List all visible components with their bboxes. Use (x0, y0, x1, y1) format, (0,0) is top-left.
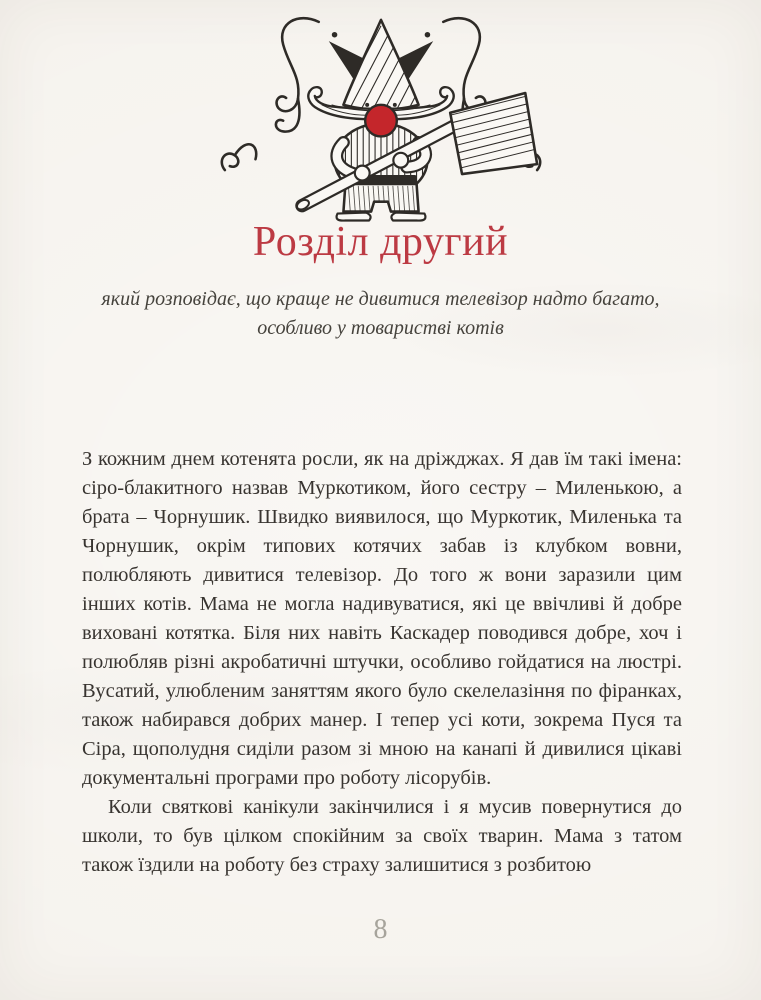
chapter-subtitle-line1: який розповідає, що краще не дивитися телевізор надто багато, (101, 288, 660, 310)
cat-lumberjack-illustration (213, 10, 549, 223)
chapter-subtitle-line2: особливо у товаристві котів (257, 317, 504, 339)
body-text (82, 445, 682, 880)
page-number: 8 (373, 914, 388, 945)
chapter-subtitle (0, 285, 761, 343)
chapter-title: Розділ другий (252, 219, 509, 265)
paragraph-1: З кожним днем котенята росли, як на дріжджах. Я дав їм такі імена: сіро-блакитного назвав Муркотиком, його сестру – Миленькою, а брата – Чорнушик. Швидко виявилося, що Муркотик, Миленька та Чорнушик, окрім типових котячих забав із клубком вовни, полюбляють дивитися телевізор. До того ж вони заразили цим інших котів. Мама не могла надивуватися, які це ввічливі й добре виховані котятка. Біля них навіть Каскадер поводився добре, хоч і полюбляв різні акробатичні штучки, особливо гойдатися на люстрі. Вусатий, улюбленим заняттям якого було скелелазіння по фіранках, також набирався добрих манер. І тепер усі коти, зокрема Пуся та Сіра, щополудня сиділи разом зі мною на канапі й дивилися цікаві документальні програми про роботу лісорубів. (82, 448, 682, 789)
red-nose (365, 105, 397, 137)
paragraph-2: Коли святкові канікули закінчилися і я мусив повернутися до школи, то був цілком спокійним за своїх тварин. Мама з татом також їздили на роботу без страху залишитися з розбитою (82, 796, 682, 876)
